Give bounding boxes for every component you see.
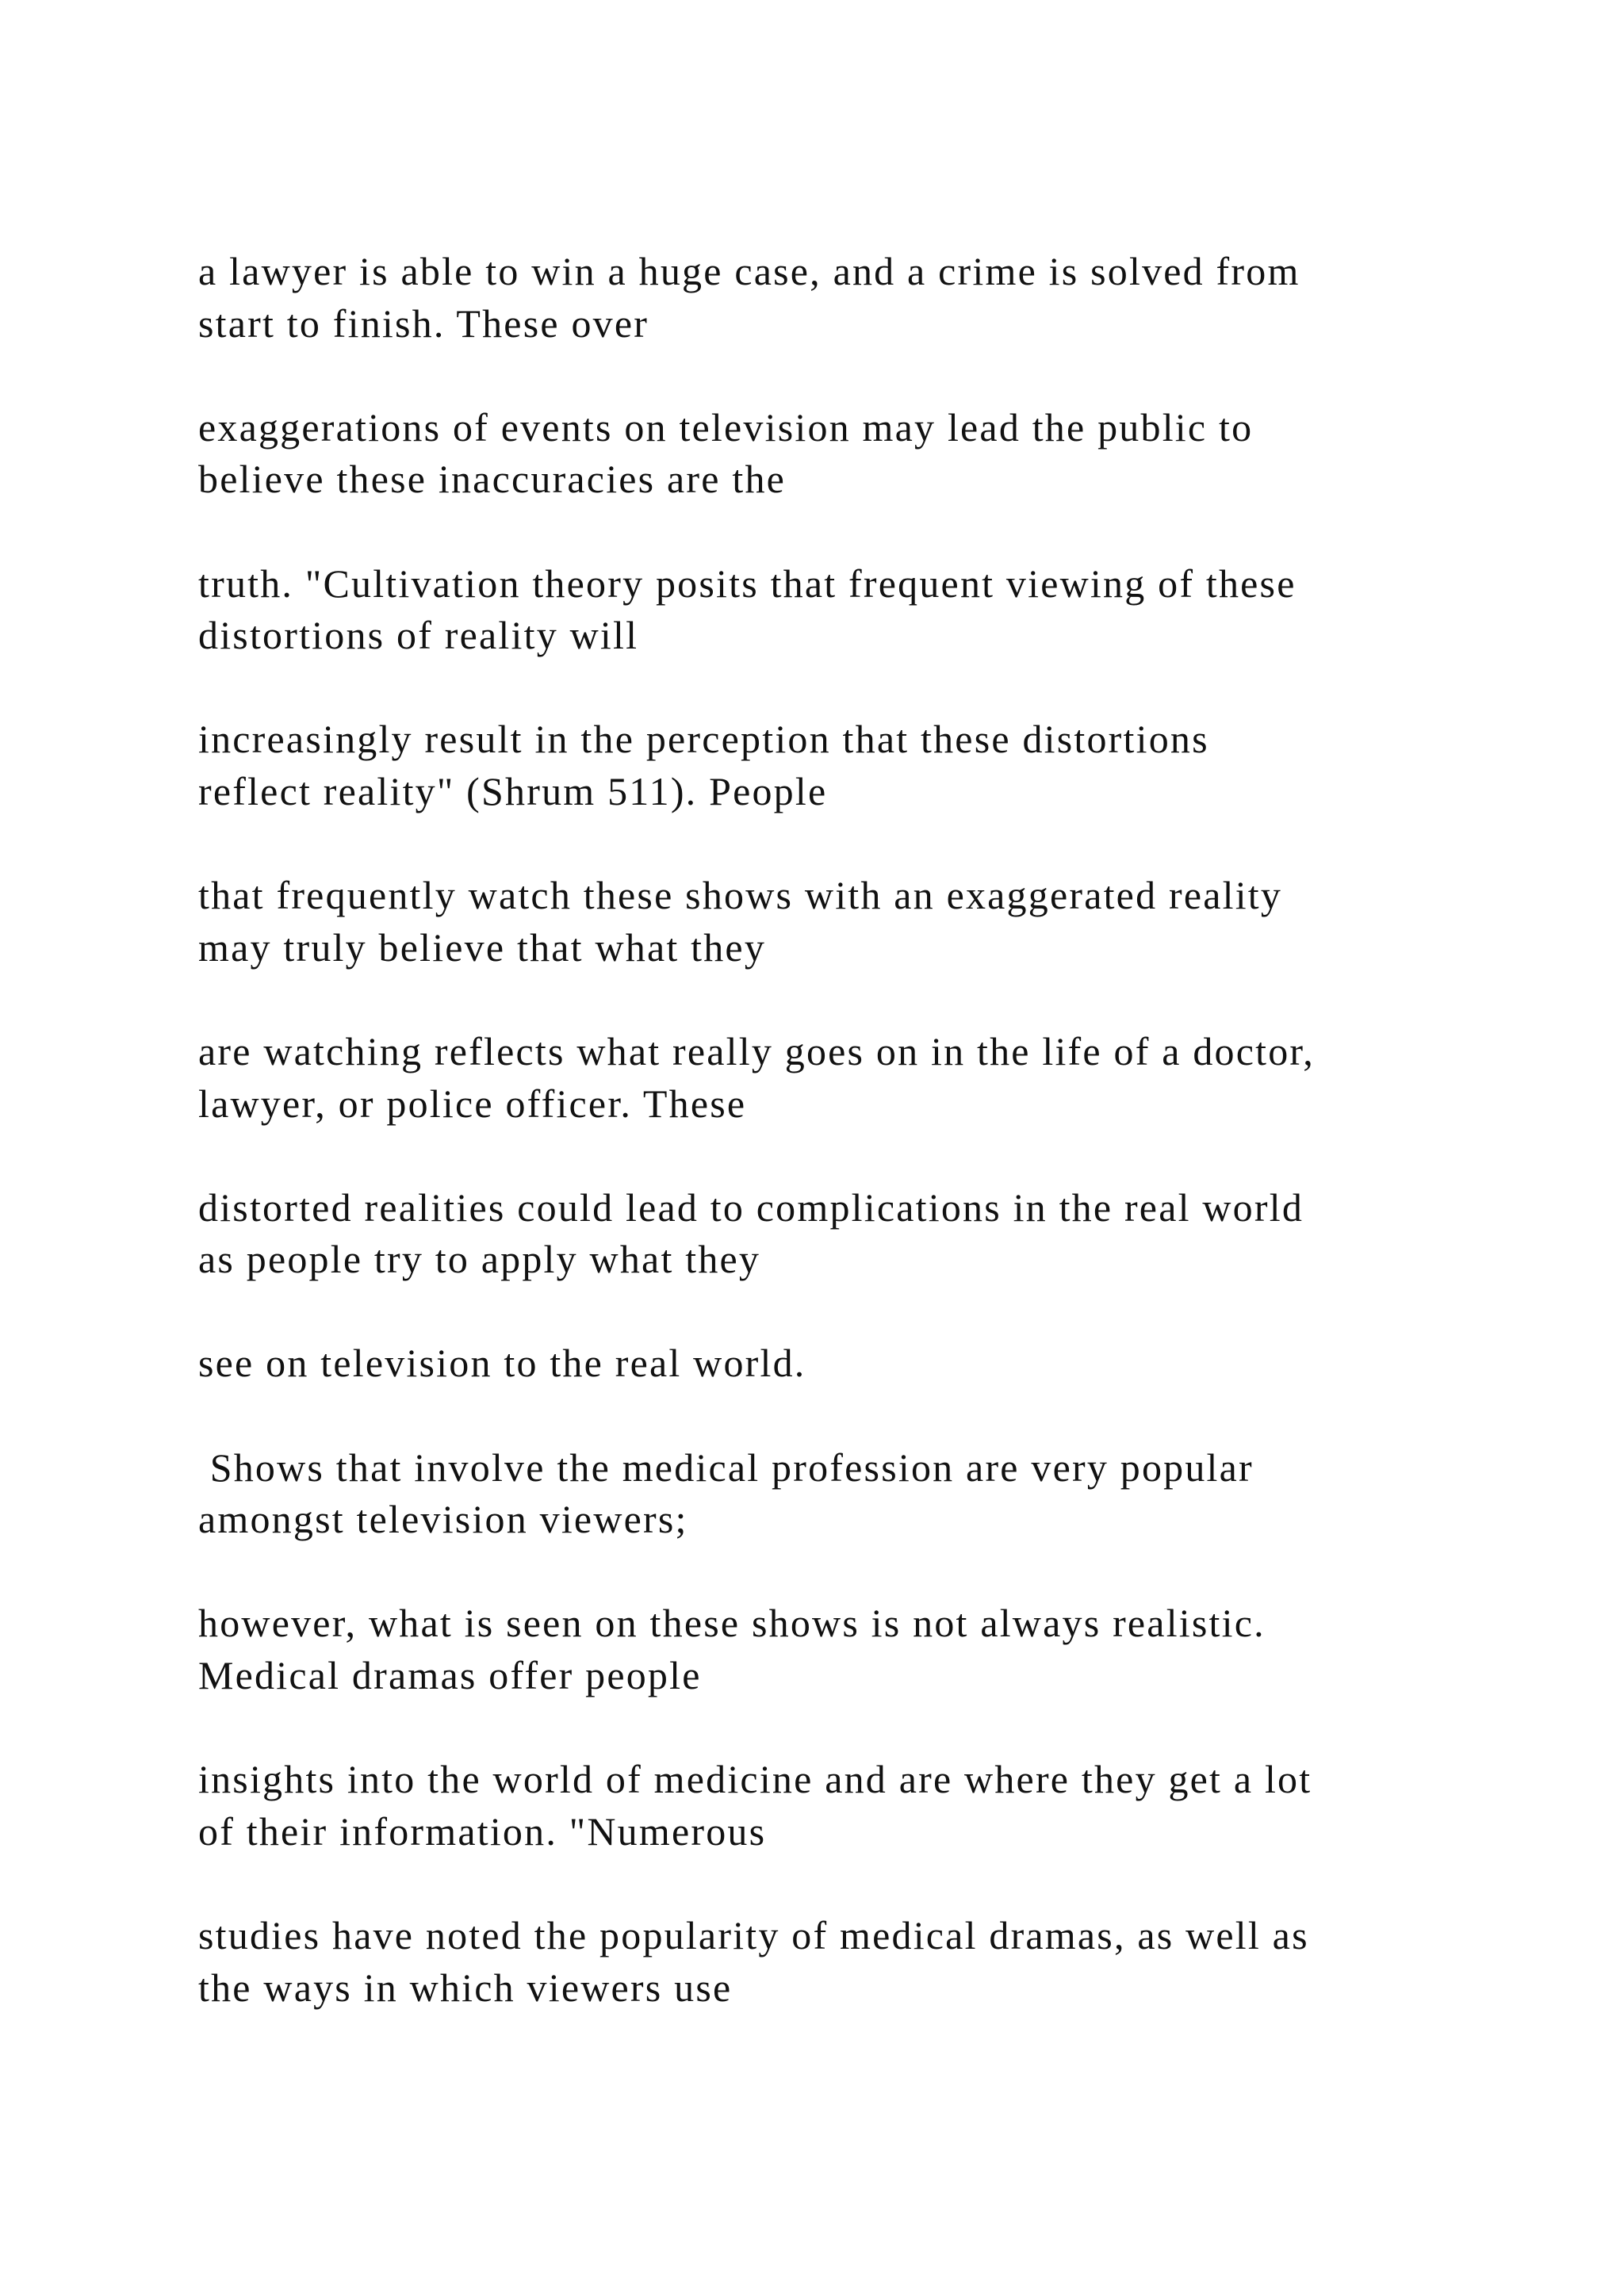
text-line: exaggerations of events on television may lead the public to — [198, 404, 1254, 450]
text-line: as people try to apply what they — [198, 1237, 761, 1282]
paragraph — [198, 402, 1483, 506]
text-line: studies have noted the popularity of medical dramas, as well as — [198, 1913, 1309, 1957]
text-line: reflect reality" (Shrum 511). People — [198, 768, 828, 813]
text-line: see on television to the real world. — [198, 1341, 806, 1386]
text-line: are watching reflects what really goes on in the life of a doctor, — [198, 1028, 1315, 1073]
paragraph — [198, 1026, 1483, 1130]
text-line: start to finish. These over — [198, 300, 649, 346]
text-line: may truly believe that what they — [198, 924, 767, 970]
paragraph — [198, 870, 1483, 974]
text-line: insights into the world of medicine and are where they get a lot — [198, 1757, 1312, 1802]
text-line: Medical dramas offer people — [198, 1653, 702, 1698]
body-text — [198, 246, 1483, 2066]
paragraph — [198, 1598, 1483, 1701]
text-line: believe these inaccuracies are the — [198, 457, 787, 502]
paragraph — [198, 1442, 1483, 1546]
text-line: that frequently watch these shows with an exaggerated reality — [198, 873, 1283, 918]
paragraph — [198, 1337, 1483, 1390]
paragraph — [198, 246, 1483, 350]
paragraph — [198, 1182, 1483, 1286]
paragraph — [198, 1910, 1483, 2014]
text-line: however, what is seen on these shows is not always realistic. — [198, 1601, 1266, 1646]
text-line: amongst television viewers; — [198, 1497, 688, 1542]
text-line: truth. "Cultivation theory posits that frequent viewing of these — [198, 561, 1297, 606]
text-line: the ways in which viewers use — [198, 1965, 733, 2010]
text-line: lawyer, or police officer. These — [198, 1081, 747, 1126]
text-line: distorted realities could lead to complications in the real world — [198, 1184, 1304, 1230]
paragraph — [198, 714, 1483, 817]
text-line: Shows that involve the medical profession are very popular — [198, 1445, 1254, 1490]
text-line: increasingly result in the perception that these distortions — [198, 717, 1209, 762]
paragraph — [198, 1754, 1483, 1858]
text-line: of their information. "Numerous — [198, 1808, 767, 1854]
paragraph — [198, 558, 1483, 662]
text-line: distortions of reality will — [198, 613, 639, 658]
text-line: a lawyer is able to win a huge case, and a crime is solved from — [198, 249, 1300, 293]
